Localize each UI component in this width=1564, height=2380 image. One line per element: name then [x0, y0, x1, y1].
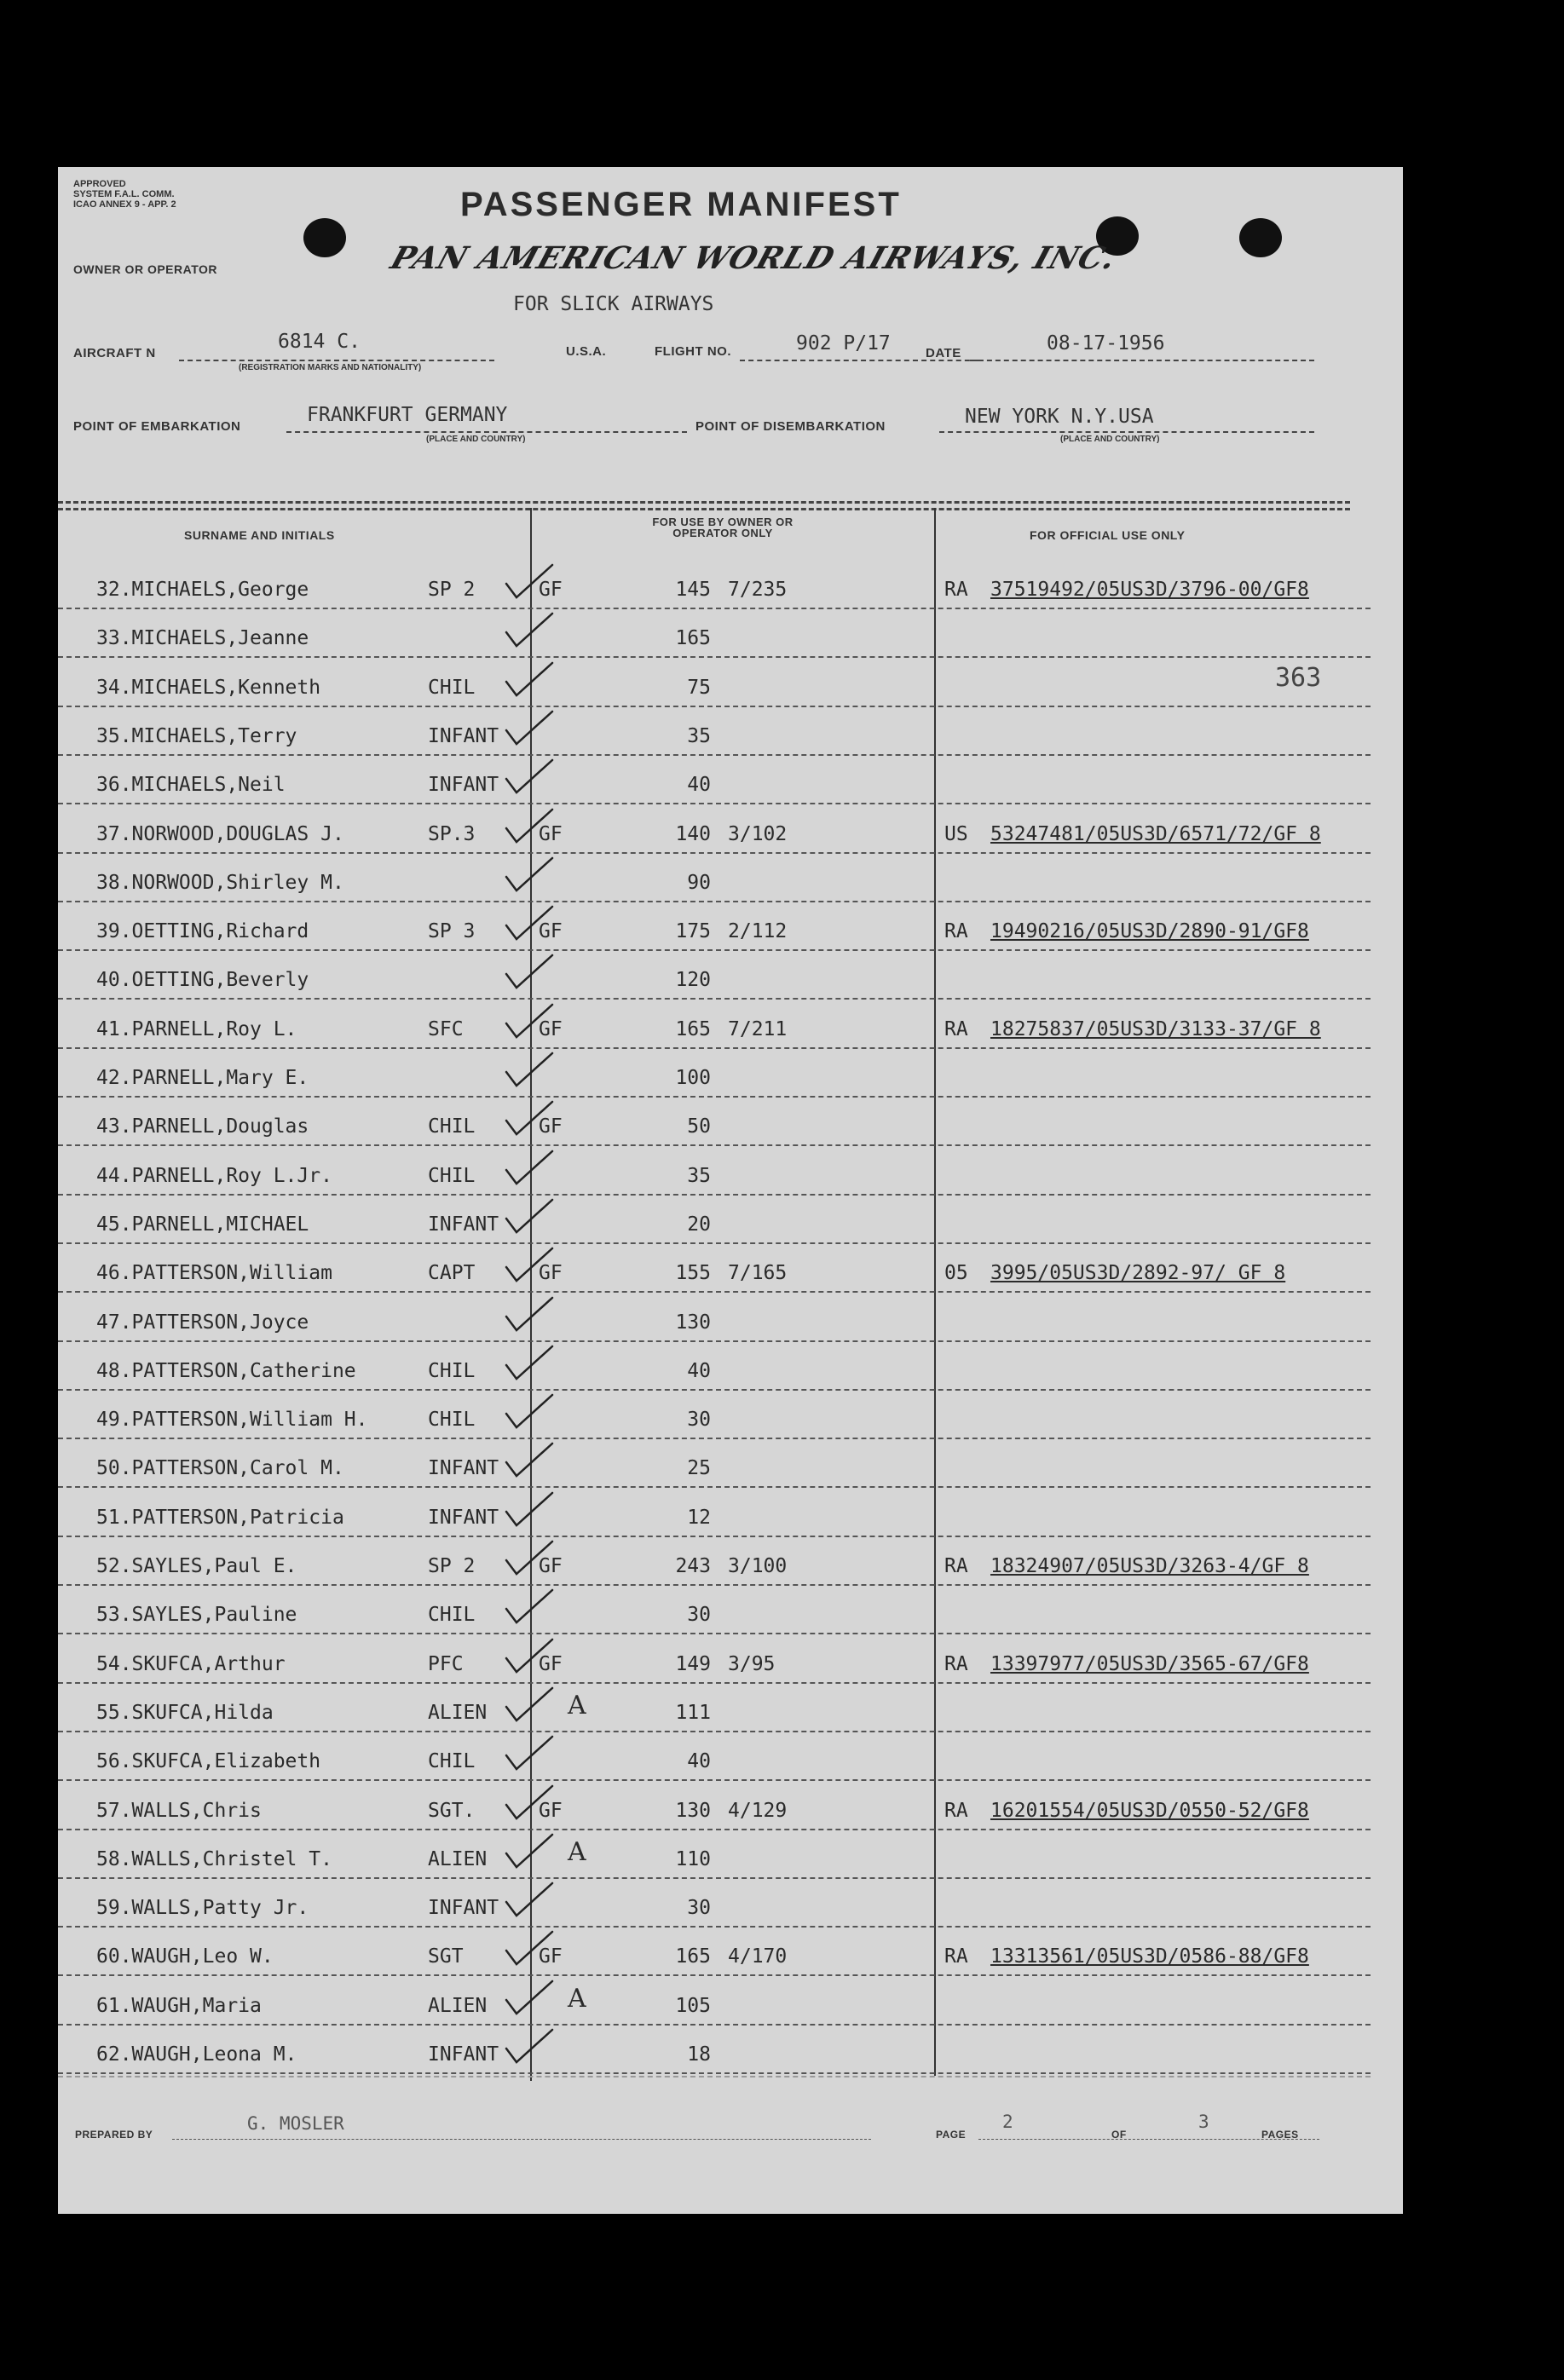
embark-value: FRANKFURT GERMANY [307, 404, 508, 426]
passenger-number: 37. [96, 822, 132, 845]
row-rule [58, 2072, 1371, 2074]
passenger-weight: 120 [675, 969, 711, 992]
passenger-number: 33. [96, 627, 132, 650]
passenger-name-cell [96, 1360, 356, 1382]
passenger-weight: 140 [675, 822, 711, 845]
passenger-weight: 20 [687, 1213, 711, 1236]
passenger-weight: 25 [687, 1457, 711, 1480]
passenger-number: 34. [96, 676, 132, 699]
passenger-weight: 30 [687, 1409, 711, 1432]
passenger-name: OETTING,Beverly [131, 969, 309, 992]
passenger-category: CHIL [428, 1164, 476, 1187]
passenger-name-cell [96, 823, 344, 845]
baggage-count: 2/112 [728, 920, 788, 943]
punch-hole [1239, 218, 1282, 257]
official-number: 37519492/05US3D/3796-00/GF8 [990, 579, 1309, 601]
check-mark-icon [499, 660, 559, 702]
passenger-name: PATTERSON,William [131, 1262, 332, 1285]
passenger-name-cell [96, 872, 344, 894]
passenger-category: SFC [428, 1017, 464, 1040]
passenger-name: MICHAELS,Jeanne [131, 627, 309, 650]
passenger-category: INFANT [428, 1897, 499, 1920]
passenger-category: SP.3 [428, 822, 476, 845]
passenger-category: ALIEN [428, 1847, 488, 1870]
check-mark-icon [499, 1685, 559, 1727]
passenger-number: 59. [96, 1897, 132, 1920]
passenger-name-cell [96, 579, 309, 601]
passenger-name: SKUFCA,Hilda [131, 1701, 274, 1724]
passenger-number: 44. [96, 1164, 132, 1187]
passenger-row [58, 1586, 1371, 1634]
country-label: U.S.A. [566, 344, 607, 359]
official-prefix: RA [944, 579, 968, 601]
passenger-row [58, 854, 1371, 902]
owner-use-column-header: FOR USE BY OWNER OR OPERATOR ONLY [652, 516, 794, 539]
passenger-category: SGT [428, 1945, 464, 1968]
passenger-row [58, 902, 1371, 951]
passenger-name: MICHAELS,Terry [131, 724, 297, 747]
passenger-row [58, 1439, 1371, 1488]
check-mark-icon [499, 1538, 559, 1581]
baggage-count: 3/95 [728, 1652, 776, 1675]
check-mark-icon [499, 952, 559, 994]
passenger-weight: 165 [675, 1017, 711, 1040]
baggage-count: 7/165 [728, 1262, 788, 1285]
check-mark-icon [499, 610, 559, 653]
check-mark-icon [499, 1978, 559, 2020]
passenger-weight: 105 [675, 1994, 711, 2017]
baggage-count: 7/211 [728, 1017, 788, 1040]
passenger-row [58, 1928, 1371, 1976]
official-prefix: RA [944, 1017, 968, 1040]
passenger-row [58, 1879, 1371, 1928]
passenger-name: WALLS,Christel T. [131, 1847, 332, 1870]
passenger-row [58, 951, 1371, 1000]
check-mark-icon [499, 903, 559, 946]
check-mark-icon [499, 1098, 559, 1141]
passenger-name: SAYLES,Pauline [131, 1604, 297, 1627]
date-value: 08-17-1956 [1047, 332, 1165, 354]
prepared-value: G. MOSLER [247, 2113, 344, 2134]
passenger-weight: 130 [675, 1799, 711, 1822]
gf-mark: GF [539, 1945, 563, 1968]
check-mark-icon [499, 1587, 559, 1629]
passenger-name: WAUGH,Leo W. [131, 1945, 274, 1968]
check-mark-icon [499, 1050, 559, 1092]
official-number: 19490216/05US3D/2890-91/GF8 [990, 920, 1309, 943]
passenger-name-cell [96, 1653, 286, 1675]
passenger-name-cell [96, 1555, 297, 1577]
official-note: 363 [1275, 663, 1322, 693]
of-value: 3 [1198, 2112, 1209, 2132]
passenger-row [58, 561, 1371, 609]
passenger-row [58, 1196, 1371, 1244]
passenger-number: 52. [96, 1555, 132, 1577]
passenger-category: SP 3 [428, 920, 476, 943]
disembark-caption: (PLACE AND COUNTRY) [1060, 435, 1160, 444]
passenger-name-cell [96, 1067, 309, 1089]
gf-mark: GF [539, 1017, 563, 1040]
passenger-name-cell [96, 627, 309, 649]
official-number: 13397977/05US3D/3565-67/GF8 [990, 1652, 1309, 1675]
passenger-category: CHIL [428, 1115, 476, 1138]
passenger-name: NORWOOD,DOUGLAS J. [131, 822, 344, 845]
official-number: 13313561/05US3D/0586-88/GF8 [990, 1945, 1309, 1968]
check-mark-icon [499, 2026, 559, 2069]
passenger-category: CHIL [428, 676, 476, 699]
check-mark-icon [499, 1392, 559, 1434]
passenger-name: SKUFCA,Elizabeth [131, 1750, 321, 1773]
passenger-row [58, 1049, 1371, 1098]
passenger-name-cell [96, 1262, 332, 1284]
passenger-number: 42. [96, 1067, 132, 1089]
official-number: 18324907/05US3D/3263-4/GF 8 [990, 1555, 1309, 1577]
passenger-weight: 75 [687, 676, 711, 699]
baggage-count: 3/102 [728, 822, 788, 845]
passenger-weight: 30 [687, 1604, 711, 1627]
passenger-row [58, 609, 1371, 658]
punch-hole [303, 218, 346, 257]
gf-mark: GF [539, 579, 563, 601]
passenger-category: PFC [428, 1652, 464, 1675]
baggage-count: 4/129 [728, 1799, 788, 1822]
passenger-category: INFANT [428, 2043, 499, 2066]
check-mark-icon [499, 1294, 559, 1337]
check-mark-icon [499, 1148, 559, 1190]
check-mark-icon [499, 1831, 559, 1874]
passenger-row [58, 1294, 1371, 1342]
passenger-name-cell [96, 1165, 332, 1187]
passenger-category: SP 2 [428, 1555, 476, 1577]
registration-caption: (REGISTRATION MARKS AND NATIONALITY) [239, 363, 422, 372]
passenger-weight: 243 [675, 1555, 711, 1577]
page-label: PAGE [936, 2129, 967, 2141]
passenger-weight: 40 [687, 1359, 711, 1382]
check-mark-icon [499, 1001, 559, 1044]
passenger-category: CHIL [428, 1359, 476, 1382]
passenger-name-cell [96, 1848, 332, 1870]
passenger-category: INFANT [428, 724, 499, 747]
check-mark-icon [499, 1490, 559, 1532]
passenger-row [58, 1830, 1371, 1879]
table-top-rule [58, 508, 1350, 510]
passenger-row [58, 1782, 1371, 1830]
embark-caption: (PLACE AND COUNTRY) [426, 435, 526, 444]
passenger-number: 48. [96, 1359, 132, 1382]
date-underline [970, 360, 1314, 361]
passenger-row [58, 2026, 1371, 2074]
baggage-count: 3/100 [728, 1555, 788, 1577]
embark-underline [286, 431, 687, 433]
gf-mark: GF [539, 1555, 563, 1577]
check-mark-icon [499, 1196, 559, 1239]
passenger-number: 38. [96, 871, 132, 894]
official-prefix: US [944, 822, 968, 845]
passenger-weight: 35 [687, 724, 711, 747]
passenger-name: MICHAELS,Kenneth [131, 676, 321, 699]
baggage-count: 4/170 [728, 1945, 788, 1968]
passenger-number: 35. [96, 724, 132, 747]
passenger-category: CHIL [428, 1604, 476, 1627]
aircraft-underline [179, 360, 494, 361]
approval-line-1: APPROVED [73, 179, 126, 189]
passenger-name: SKUFCA,Arthur [131, 1652, 286, 1675]
passenger-name: PATTERSON,Joyce [131, 1311, 309, 1334]
passenger-name: PARNELL,Douglas [131, 1115, 309, 1138]
footer-rule [58, 2076, 1371, 2077]
passenger-number: 53. [96, 1604, 132, 1627]
page-title: PASSENGER MANIFEST [460, 186, 902, 223]
official-prefix: RA [944, 1652, 968, 1675]
passenger-row [58, 707, 1371, 756]
gf-mark: GF [539, 1262, 563, 1285]
passenger-number: 58. [96, 1847, 132, 1870]
passenger-number: 41. [96, 1017, 132, 1040]
passenger-name-cell [96, 1995, 262, 2017]
check-mark-icon [499, 708, 559, 751]
official-prefix: RA [944, 1799, 968, 1822]
check-mark-icon [499, 1636, 559, 1679]
passenger-name-cell [96, 2043, 297, 2066]
passenger-name: OETTING,Richard [131, 920, 309, 943]
table-top-rule [58, 501, 1350, 504]
passenger-category: INFANT [428, 1506, 499, 1529]
passenger-name: SAYLES,Paul E. [131, 1555, 297, 1577]
gf-mark: GF [539, 1799, 563, 1822]
passenger-name: PARNELL,Roy L.Jr. [131, 1164, 332, 1187]
approval-line-2: SYSTEM F.A.L. COMM. [73, 189, 175, 199]
aircraft-label: AIRCRAFT N [73, 346, 156, 360]
prepared-label: PREPARED BY [75, 2129, 153, 2141]
passenger-row [58, 805, 1371, 854]
passenger-number: 47. [96, 1311, 132, 1334]
passenger-row [58, 1342, 1371, 1391]
passenger-name-cell [96, 1213, 309, 1236]
disembark-label: POINT OF DISEMBARKATION [695, 419, 886, 434]
passenger-row [58, 1391, 1371, 1439]
official-number: 16201554/05US3D/0550-52/GF8 [990, 1799, 1309, 1822]
passenger-name-cell [96, 1604, 297, 1626]
passenger-number: 55. [96, 1701, 132, 1724]
passenger-number: 32. [96, 579, 132, 601]
passenger-weight: 18 [687, 2043, 711, 2066]
passenger-number: 36. [96, 774, 132, 797]
passenger-row [58, 1147, 1371, 1196]
passenger-category: SGT. [428, 1799, 476, 1822]
passenger-name-cell [96, 1800, 262, 1822]
passenger-name-cell [96, 1507, 344, 1529]
passenger-number: 39. [96, 920, 132, 943]
passenger-name-cell [96, 1750, 320, 1772]
passenger-weight: 149 [675, 1652, 711, 1675]
passenger-row [58, 659, 1371, 707]
passenger-number: 62. [96, 2043, 132, 2066]
passenger-number: 60. [96, 1945, 132, 1968]
check-mark-icon [499, 1783, 559, 1825]
aircraft-value: 6814 C. [278, 331, 361, 353]
passenger-name-cell [96, 920, 309, 942]
official-prefix: RA [944, 1555, 968, 1577]
passenger-number: 57. [96, 1799, 132, 1822]
check-mark-icon [499, 1928, 559, 1971]
disembark-value: NEW YORK N.Y.USA [965, 406, 1154, 428]
for-line: FOR SLICK AIRWAYS [513, 293, 714, 315]
check-mark-icon [499, 1440, 559, 1483]
passenger-name: PATTERSON,William H. [131, 1409, 368, 1432]
passenger-weight: 35 [687, 1164, 711, 1187]
passenger-name: PARNELL,Roy L. [131, 1017, 297, 1040]
passenger-row [58, 1684, 1371, 1732]
passenger-category: SP 2 [428, 579, 476, 601]
passenger-weight: 110 [675, 1847, 711, 1870]
official-number: 18275837/05US3D/3133-37/GF 8 [990, 1017, 1321, 1040]
check-mark-icon [499, 806, 559, 849]
disembark-underline [939, 431, 1314, 433]
passenger-row [58, 1244, 1371, 1293]
passenger-weight: 175 [675, 920, 711, 943]
check-mark-icon [499, 1880, 559, 1922]
passenger-name-cell [96, 1457, 344, 1479]
passenger-weight: 90 [687, 871, 711, 894]
passenger-number: 61. [96, 1994, 132, 2017]
gf-mark: GF [539, 920, 563, 943]
official-prefix: 05 [944, 1262, 968, 1285]
passenger-name: WALLS,Chris [131, 1799, 262, 1822]
passenger-name-cell [96, 725, 297, 747]
surname-column-header: SURNAME AND INITIALS [184, 528, 335, 542]
check-mark-icon [499, 562, 559, 604]
official-use-column-header: FOR OFFICIAL USE ONLY [1030, 528, 1186, 542]
passenger-weight: 130 [675, 1311, 711, 1334]
official-number: 53247481/05US3D/6571/72/GF 8 [990, 822, 1321, 845]
passenger-number: 45. [96, 1213, 132, 1236]
passenger-name-cell [96, 1897, 309, 1919]
passenger-category: ALIEN [428, 1701, 488, 1724]
passenger-category: INFANT [428, 1213, 499, 1236]
passenger-number: 49. [96, 1409, 132, 1432]
gf-mark: A [568, 1983, 586, 2014]
of-label: OF [1111, 2129, 1127, 2141]
passenger-row [58, 1489, 1371, 1537]
passenger-name: PATTERSON,Catherine [131, 1359, 356, 1382]
passenger-name: PATTERSON,Carol M. [131, 1457, 344, 1480]
passenger-category: CHIL [428, 1750, 476, 1773]
passenger-name: NORWOOD,Shirley M. [131, 871, 344, 894]
passenger-name-cell [96, 1702, 274, 1724]
passenger-number: 54. [96, 1652, 132, 1675]
airline-name: PAN AMERICAN WORLD AIRWAYS, INC. [386, 240, 1122, 276]
passenger-category: INFANT [428, 1457, 499, 1480]
check-mark-icon [499, 855, 559, 897]
date-label: DATE [926, 346, 961, 360]
check-mark-icon [499, 1733, 559, 1776]
passenger-name: MICHAELS,Neil [131, 774, 286, 797]
check-mark-icon [499, 1343, 559, 1386]
passenger-row [58, 1098, 1371, 1146]
check-mark-icon [499, 1245, 559, 1288]
passenger-number: 43. [96, 1115, 132, 1138]
official-prefix: RA [944, 1945, 968, 1968]
page-value: 2 [1002, 2112, 1013, 2132]
gf-mark: GF [539, 822, 563, 845]
passenger-number: 50. [96, 1457, 132, 1480]
embark-label: POINT OF EMBARKATION [73, 419, 241, 434]
passenger-row [58, 756, 1371, 804]
check-mark-icon [499, 757, 559, 799]
passenger-name-cell [96, 774, 286, 796]
passenger-weight: 50 [687, 1115, 711, 1138]
passenger-name: MICHAELS,George [131, 579, 309, 601]
passenger-name-cell [96, 677, 320, 699]
passenger-row [58, 1000, 1371, 1049]
passenger-category: CAPT [428, 1262, 476, 1285]
prepared-underline [172, 2139, 871, 2140]
passenger-weight: 40 [687, 774, 711, 797]
passenger-name-cell [96, 1115, 309, 1138]
passenger-number: 40. [96, 969, 132, 992]
passenger-row [58, 1732, 1371, 1781]
passenger-category: ALIEN [428, 1994, 488, 2017]
passenger-category: CHIL [428, 1409, 476, 1432]
gf-mark: GF [539, 1652, 563, 1675]
passenger-weight: 165 [675, 1945, 711, 1968]
official-prefix: RA [944, 920, 968, 943]
passenger-name-cell [96, 1409, 368, 1431]
approval-line-3: ICAO ANNEX 9 - APP. 2 [73, 199, 176, 210]
passenger-name: PARNELL,Mary E. [131, 1067, 309, 1089]
passenger-weight: 12 [687, 1506, 711, 1529]
passenger-name: PATTERSON,Patricia [131, 1506, 344, 1529]
passenger-name: WAUGH,Leona M. [131, 2043, 297, 2066]
passenger-weight: 40 [687, 1750, 711, 1773]
passenger-weight: 155 [675, 1262, 711, 1285]
passenger-name-cell [96, 1945, 274, 1968]
flight-label: FLIGHT NO. [655, 344, 731, 359]
gf-mark: A [568, 1690, 586, 1720]
gf-mark: A [568, 1836, 586, 1867]
passenger-name-cell [96, 1018, 297, 1040]
official-number: 3995/05US3D/2892-97/ GF 8 [990, 1262, 1286, 1285]
passenger-name: PARNELL,MICHAEL [131, 1213, 309, 1236]
pages-label: PAGES [1261, 2129, 1299, 2141]
gf-mark: GF [539, 1115, 563, 1138]
passenger-name: WAUGH,Maria [131, 1994, 262, 2017]
manifest-sheet [58, 167, 1403, 2214]
passenger-weight: 30 [687, 1897, 711, 1920]
flight-value: 902 P/17 [796, 332, 891, 354]
passenger-name-cell [96, 1311, 309, 1334]
passenger-number: 46. [96, 1262, 132, 1285]
baggage-count: 7/235 [728, 579, 788, 601]
owner-label: OWNER OR OPERATOR [73, 262, 217, 276]
passenger-number: 56. [96, 1750, 132, 1773]
passenger-row [58, 1977, 1371, 2026]
passenger-weight: 145 [675, 579, 711, 601]
passenger-weight: 165 [675, 627, 711, 650]
passenger-row [58, 1537, 1371, 1586]
passenger-row [58, 1635, 1371, 1684]
passenger-number: 51. [96, 1506, 132, 1529]
passenger-name: WALLS,Patty Jr. [131, 1897, 309, 1920]
passenger-name-cell [96, 969, 309, 991]
passenger-weight: 100 [675, 1067, 711, 1089]
passenger-category: INFANT [428, 774, 499, 797]
passenger-weight: 111 [675, 1701, 711, 1724]
